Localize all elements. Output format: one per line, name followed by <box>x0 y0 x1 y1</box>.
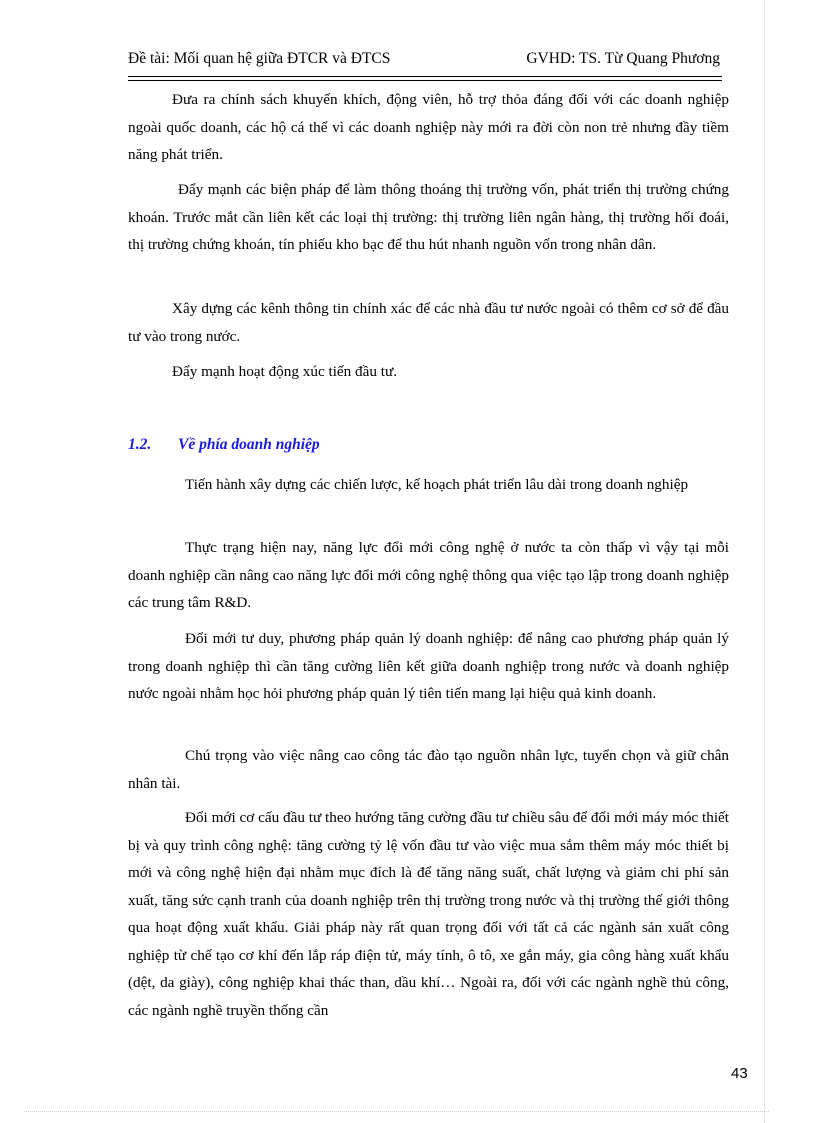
section-heading <box>128 436 320 454</box>
header-topic: Đề tài: Mối quan hệ giữa ĐTCR và ĐTCS <box>128 50 391 67</box>
section-title: Về phía doanh nghiệp <box>178 436 320 453</box>
paragraph: Đổi mới cơ cấu đầu tư theo hướng tăng cường đầu tư chiều sâu để đổi mới máy móc thiết bị và quy trình công nghệ: tăng cường tỷ lệ vốn đầu tư vào việc mua sắm thêm máy móc thiết bị mới và công nghệ hiện đại nhằm mục đích là để tăng năng suất, chất lượng và giảm chi phí sản xuất, tăng sức cạnh tranh của doanh nghiệp trên thị trường trong nước và thị trường thế giới thông qua hoạt động xuất khẩu. Giải pháp này rất quan trọng đối với tất cả các ngành sản xuất công nghiệp từ chế tạo cơ khí đến lắp ráp điện tử, máy tính, ô tô, xe gắn máy, gia công hàng xuất khẩu (dệt, da giày), công nghiệp khai thác than, dầu khí… Ngoài ra, đối với các ngành nghề thủ công, các ngành nghề truyền thống cần <box>128 809 729 1019</box>
paragraph: Tiến hành xây dựng các chiến lược, kế hoạch phát triển lâu dài trong doanh nghiệp <box>185 476 689 493</box>
header-rule-thin <box>128 80 722 81</box>
paragraph: Đẩy mạnh các biện pháp để làm thông thoáng thị trường vốn, phát triển thị trường chứng khoán. Trước mắt cần liên kết các loại thị trường: thị trường liên ngân hàng, thị trường hối đoái, thị trường chứng khoán, tín phiếu kho bạc để thu hút nhanh nguồn vốn trong nhân dân. <box>128 181 729 253</box>
page-number: 43 <box>731 1065 748 1082</box>
header-supervisor: GVHD: TS. Từ Quang Phương <box>526 50 720 67</box>
paragraph: Đổi mới tư duy, phương pháp quản lý doanh nghiệp: để nâng cao phương pháp quản lý trong doanh nghiệp thì cần tăng cường liên kết giữa doanh nghiệp trong nước và doanh nghiệp nước ngoài nhằm học hỏi phương pháp quản lý tiên tiến mang lại hiệu quả kinh doanh. <box>128 630 729 702</box>
page-header <box>128 50 720 74</box>
margin-guide-horizontal <box>24 1111 769 1112</box>
paragraph: Thực trạng hiện nay, năng lực đổi mới công nghệ ở nước ta còn thấp vì vậy tại mỗi doanh nghiệp cần nâng cao năng lực đổi mới công nghệ thông qua việc tạo lập trong doanh nghiệp các trung tâm R&D. <box>128 539 729 611</box>
margin-guide-vertical <box>764 0 765 1123</box>
paragraph: Chú trọng vào việc nâng cao công tác đào tạo nguồn nhân lực, tuyển chọn và giữ chân nhân tài. <box>128 747 729 792</box>
paragraph: Đưa ra chính sách khuyến khích, động viên, hỗ trợ thỏa đáng đối với các doanh nghiệp ngoài quốc doanh, các hộ cá thể vì các doanh nghiệp này mới ra đời còn non trẻ nhưng đầy tiềm năng phát triển. <box>128 91 729 163</box>
section-number: 1.2. <box>128 436 152 453</box>
header-rule <box>128 76 722 77</box>
paragraph: Đẩy mạnh hoạt động xúc tiến đầu tư. <box>172 363 398 380</box>
paragraph: Xây dựng các kênh thông tin chính xác để các nhà đầu tư nước ngoài có thêm cơ sở để đầu tư vào trong nước. <box>128 300 729 345</box>
